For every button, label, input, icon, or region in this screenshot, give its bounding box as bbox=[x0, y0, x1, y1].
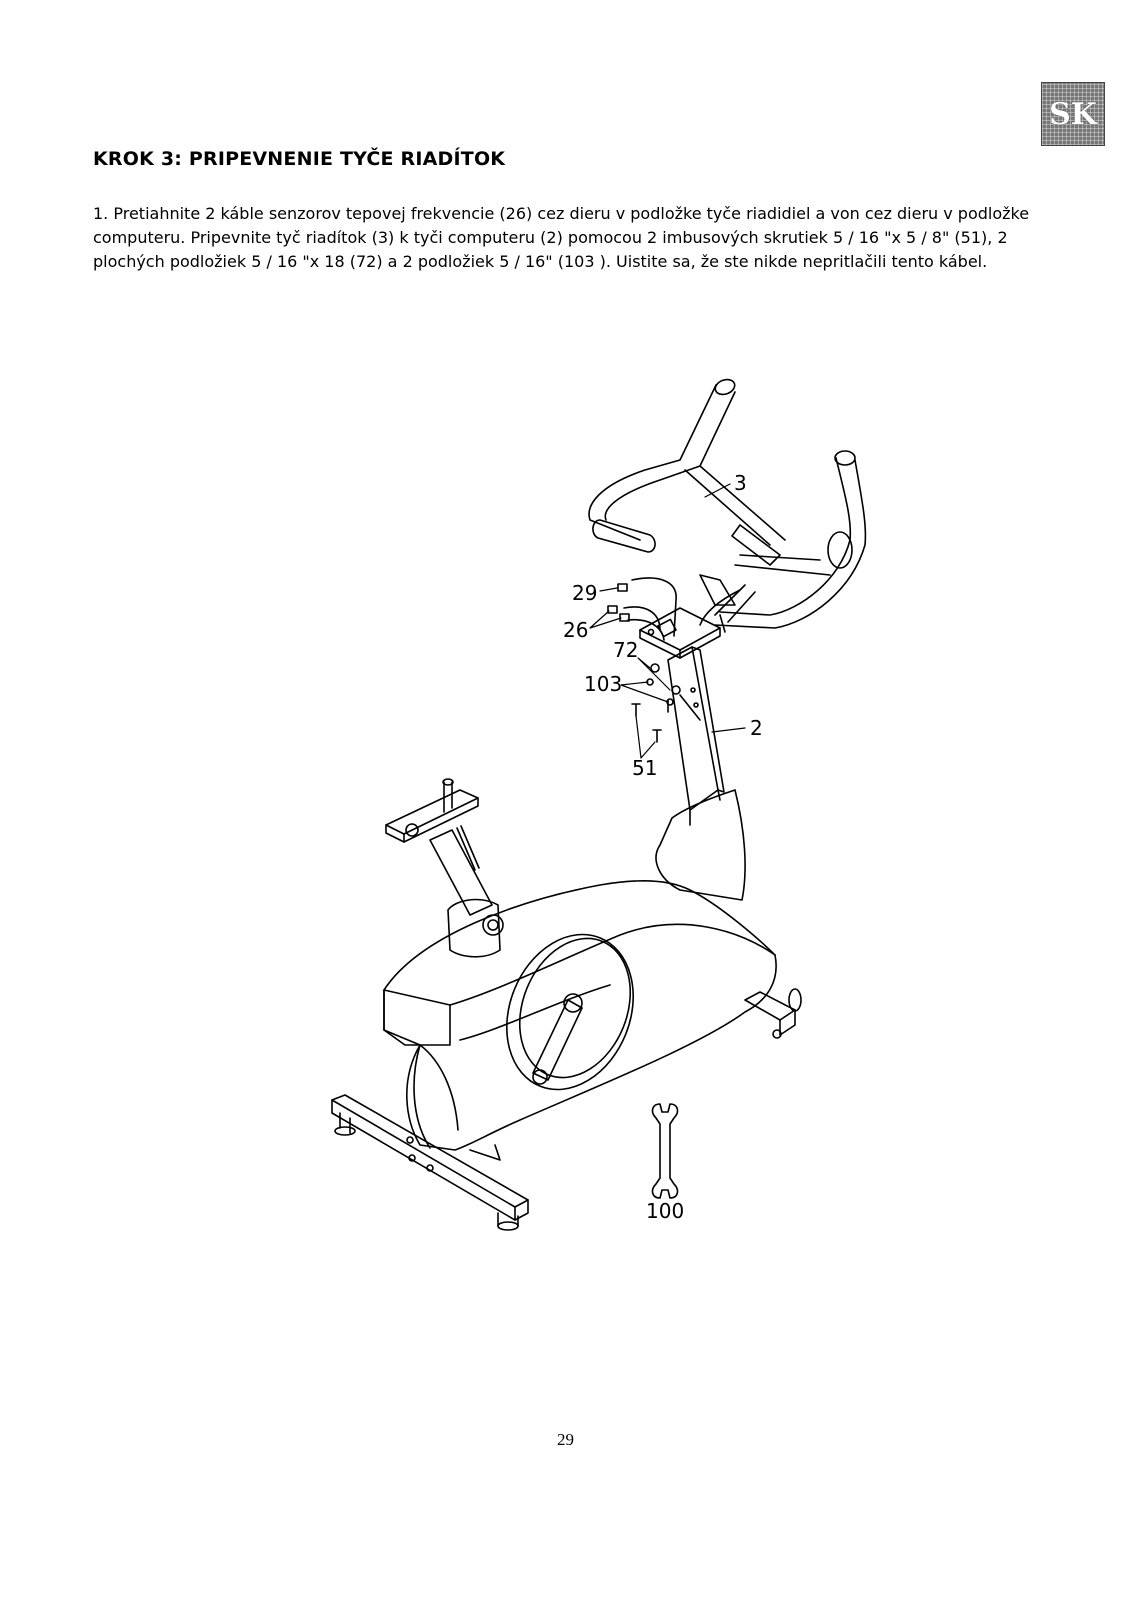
handlebar bbox=[589, 377, 865, 632]
computer-post bbox=[656, 647, 745, 900]
wrench-tool bbox=[653, 1104, 678, 1198]
page-number: 29 bbox=[557, 1430, 574, 1449]
step-heading: KROK 3: PRIPEVNENIE TYČE RIADÍTOK bbox=[93, 148, 506, 170]
part-label-washer-72: 72 bbox=[613, 638, 639, 662]
step-instruction: 1. Pretiahnite 2 káble senzorov tepovej frekvencie (26) cez dieru v podložke tyče riadidiel a von cez dieru v podložke computeru. Pripevnite tyč riadítok (3) k tyči computeru (2) pomocou 2 imbusových skrutiek 5 / 16 "x 5 / 8" (51), 2 plochých podložiek 5 / 16 "x 18 (72) a 2 podložiek 5 / 16" (103 ). Uistite sa, že ste nikde nepritlačili tento kábel. bbox=[93, 204, 1030, 271]
part-label-computer-post: 2 bbox=[750, 716, 763, 740]
mounting-plate bbox=[640, 608, 720, 658]
hardware-parts bbox=[608, 584, 700, 742]
frame-shroud bbox=[384, 881, 776, 1160]
part-label-washer-103: 103 bbox=[584, 672, 623, 696]
language-badge bbox=[1041, 82, 1105, 146]
part-label-handlebar: 3 bbox=[734, 471, 747, 495]
flywheel-cover bbox=[484, 915, 655, 1108]
part-label-screw-51: 51 bbox=[632, 756, 658, 780]
leader-lines bbox=[590, 484, 745, 758]
sensor-cables bbox=[624, 578, 676, 640]
seat-assembly bbox=[386, 779, 503, 957]
crank-arm bbox=[533, 994, 582, 1084]
front-stabilizer bbox=[332, 1095, 528, 1230]
part-label-cable-26: 26 bbox=[563, 618, 589, 642]
part-label-bolt-29: 29 bbox=[572, 581, 598, 605]
part-label-wrench: 100 bbox=[646, 1199, 685, 1223]
language-badge-text: SK bbox=[1049, 96, 1097, 132]
rear-stabilizer bbox=[745, 989, 801, 1038]
